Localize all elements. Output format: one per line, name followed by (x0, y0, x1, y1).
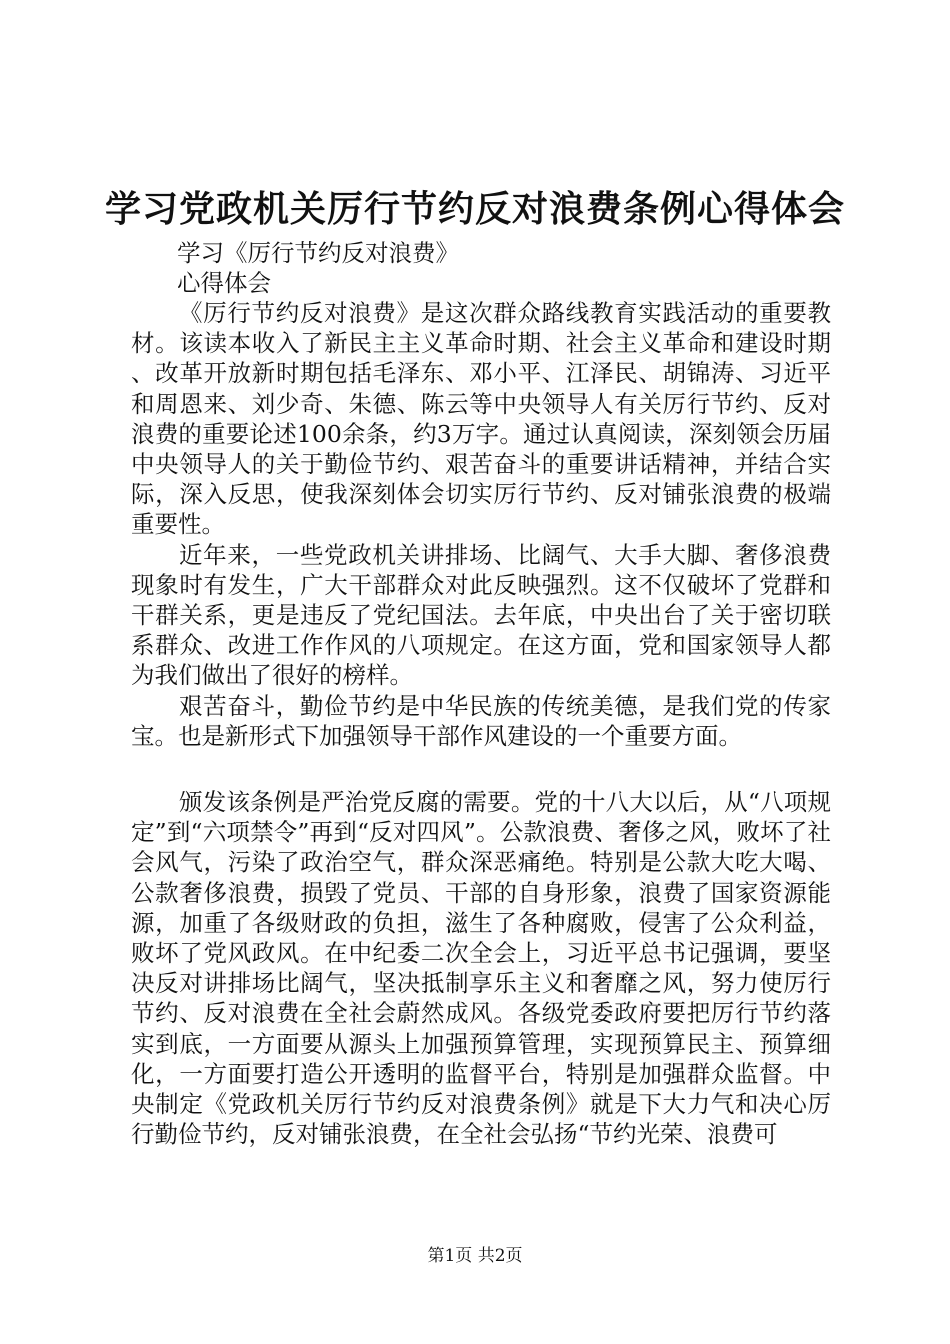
body-block-1 (131, 298, 831, 751)
body-block-2 (131, 787, 831, 1149)
page-footer: 第1页 共2页 (427, 1246, 523, 1266)
subtitle-line-2: 心得体会 (177, 269, 271, 297)
paragraph-2: 近年来，一些党政机关讲排场、比阔气、大手大脚、奢侈浪费现象时有发生，广大干部群众对此反映强烈。这不仅破坏了党群和干群关系，更是违反了党纪国法。去年底，中央出台了关于密切联系群众、改进工作作风的八项规定。在这方面，党和国家领导人都为我们做出了很好的榜样。 (131, 540, 831, 690)
paragraph-4: 颁发该条例是严治党反腐的需要。党的十八大以后，从“八项规定”到“六项禁令”再到“反对四风”。公款浪费、奢侈之风，败坏了社会风气，污染了政治空气，群众深恶痛绝。特别是公款大吃大喝、公款奢侈浪费，损毁了党员、干部的自身形象，浪费了国家资源能源，加重了各级财政的负担，滋生了各种腐败，侵害了公众利益，败坏了党风政风。在中纪委二次全会上，习近平总书记强调，要坚决反对讲排场比阔气，坚决抵制享乐主义和奢靡之风，努力使厉行节约、反对浪费在全社会蔚然成风。各级党委政府要把厉行节约落实到底，一方面要从源头上加强预算管理，实现预算民主、预算细化，一方面要打造公开透明的监督平台，特别是加强群众监督。中央制定《党政机关厉行节约反对浪费条例》就是下大力气和决心厉行勤俭节约，反对铺张浪费，在全社会弘扬“节约光荣、浪费可 (131, 788, 831, 1149)
paragraph-3: 艰苦奋斗，勤俭节约是中华民族的传统美德，是我们党的传家宝。也是新形式下加强领导干部作风建设的一个重要方面。 (131, 691, 831, 750)
subtitle-line-1: 学习《厉行节约反对浪费》 (177, 239, 459, 267)
document-title: 学习党政机关厉行节约反对浪费条例心得体会 (104, 188, 845, 230)
paragraph-1: 《厉行节约反对浪费》是这次群众路线教育实践活动的重要教材。该读本收入了新民主主义革命时期、社会主义革命和建设时期、改革开放新时期包括毛泽东、邓小平、江泽民、胡锦涛、习近平和周恩来、刘少奇、朱德、陈云等中央领导人有关厉行节约、反对浪费的重要论述100余条，约3万字。通过认真阅读，深刻领会历届中央领导人的关于勤俭节约、艰苦奋斗的重要讲话精神，并结合实际，深入反思，使我深刻体会切实厉行节约、反对铺张浪费的极端重要性。 (131, 299, 831, 539)
